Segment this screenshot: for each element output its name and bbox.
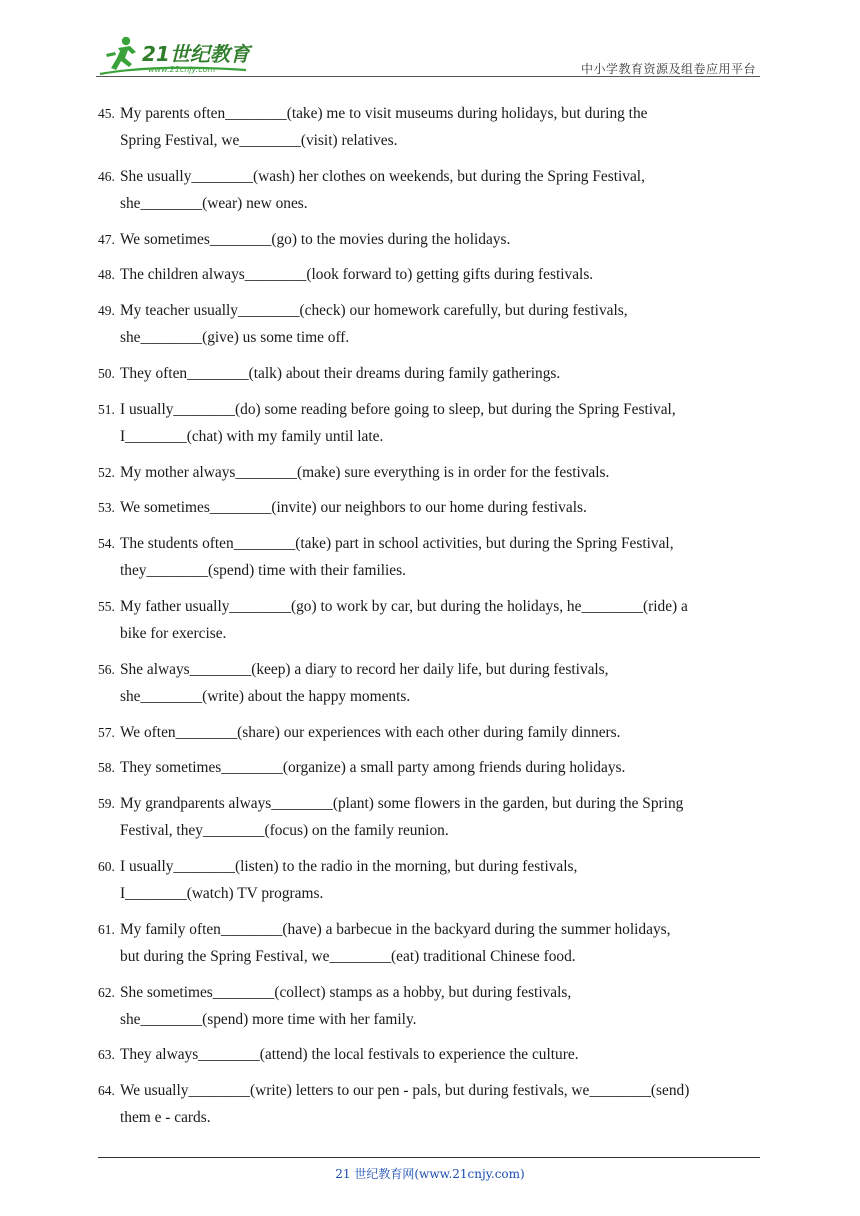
question-number: 60.: [98, 858, 115, 874]
question-item: [98, 226, 774, 253]
question-line: She sometimes________(collect) stamps as a hobby, but during festivals,: [120, 983, 572, 1001]
question-number: 50.: [98, 365, 115, 381]
footer-divider: [98, 1157, 760, 1158]
question-text: [120, 979, 774, 1033]
question-line: She usually________(wash) her clothes on weekends, but during the Spring Festival,: [120, 167, 645, 185]
question-number: 48.: [98, 267, 115, 283]
question-number: 54.: [98, 536, 115, 552]
question-line: she________(write) about the happy moments.: [120, 687, 411, 705]
question-number: 55.: [98, 598, 115, 614]
question-line: I usually________(do) some reading before going to sleep, but during the Spring Festival,: [120, 400, 676, 418]
question-number: 56.: [98, 661, 115, 677]
question-text: [120, 100, 774, 154]
header-divider: [96, 76, 760, 77]
question-item: [98, 916, 774, 970]
question-line: They sometimes________(organize) a small party among friends during holidays.: [120, 759, 626, 777]
question-list: [98, 100, 774, 1140]
question-line: Spring Festival, we________(visit) relatives.: [120, 132, 398, 149]
question-item: [98, 100, 774, 154]
question-text: [120, 790, 774, 844]
question-line: she________(spend) more time with her family.: [120, 1010, 417, 1028]
question-item: [98, 360, 774, 387]
question-line: Festival, they________(focus) on the family reunion.: [120, 822, 449, 840]
question-line: they________(spend) time with their families.: [120, 562, 406, 580]
question-line: My father usually________(go) to work by car, but during the holidays, he________(ride) a: [120, 597, 688, 615]
question-number: 61.: [98, 921, 115, 937]
question-text: [120, 261, 774, 288]
question-text: [120, 719, 774, 746]
question-text: [120, 1077, 774, 1131]
question-line: We sometimes________(go) to the movies during the holidays.: [120, 230, 511, 248]
question-text: [120, 1041, 774, 1068]
question-text: [120, 396, 774, 450]
question-line: They always________(attend) the local festivals to experience the culture.: [120, 1046, 579, 1064]
question-line: The children always________(look forward to) getting gifts during festivals.: [120, 266, 594, 284]
question-item: [98, 530, 774, 584]
question-item: [98, 719, 774, 746]
question-line: she________(give) us some time off.: [120, 329, 350, 347]
logo-url: www.21cnjy.com: [148, 65, 216, 74]
question-number: 47.: [98, 231, 115, 247]
question-text: [120, 297, 774, 351]
question-line: My parents often________(take) me to visit museums during holidays, but during the: [120, 105, 648, 122]
question-text: [120, 459, 774, 486]
question-line: I________(chat) with my family until late.: [120, 427, 384, 445]
site-logo: [96, 34, 266, 78]
question-text: [120, 360, 774, 387]
question-text: [120, 226, 774, 253]
question-line: We often________(share) our experiences with each other during family dinners.: [120, 723, 621, 741]
runner-icon: [106, 37, 136, 70]
question-text: [120, 916, 774, 970]
question-line: I usually________(listen) to the radio in the morning, but during festivals,: [120, 857, 578, 875]
question-item: [98, 790, 774, 844]
question-text: [120, 754, 774, 781]
question-line: She always________(keep) a diary to record her daily life, but during festivals,: [120, 660, 609, 678]
question-item: [98, 853, 774, 907]
question-item: [98, 1077, 774, 1131]
question-line: bike for exercise.: [120, 624, 227, 642]
question-line: My grandparents always________(plant) some flowers in the garden, but during the Spring: [120, 795, 684, 813]
question-number: 63.: [98, 1047, 115, 1063]
question-item: [98, 979, 774, 1033]
question-text: [120, 494, 774, 521]
question-number: 52.: [98, 464, 115, 480]
question-number: 62.: [98, 984, 115, 1000]
question-line: My family often________(have) a barbecue in the backyard during the summer holidays,: [120, 920, 671, 938]
question-line: My mother always________(make) sure everything is in order for the festivals.: [120, 463, 610, 481]
question-number: 64.: [98, 1083, 115, 1099]
question-line: They often________(talk) about their dreams during family gatherings.: [120, 364, 561, 382]
question-line: I________(watch) TV programs.: [120, 884, 324, 902]
question-text: [120, 853, 774, 907]
question-line: My teacher usually________(check) our homework carefully, but during festivals,: [120, 302, 628, 320]
question-line: We usually________(write) letters to our pen - pals, but during festivals, we________(send): [120, 1082, 690, 1100]
question-number: 53.: [98, 500, 115, 516]
question-number: 49.: [98, 303, 115, 319]
question-item: [98, 396, 774, 450]
question-line: she________(wear) new ones.: [120, 194, 308, 212]
question-number: 59.: [98, 796, 115, 812]
question-line: them e - cards.: [120, 1109, 211, 1127]
question-item: [98, 1041, 774, 1068]
question-item: [98, 754, 774, 781]
question-item: [98, 297, 774, 351]
page-header: [96, 34, 760, 78]
logo-brand: 21世纪教育: [142, 42, 250, 66]
header-platform-text: 中小学教育资源及组卷应用平台: [580, 62, 756, 76]
question-text: [120, 530, 774, 584]
question-line: The students often________(take) part in school activities, but during the Spring Festival,: [120, 535, 674, 553]
footer-text: 21 世纪教育网(www.21cnjy.com): [335, 1167, 525, 1181]
question-line: We sometimes________(invite) our neighbors to our home during festivals.: [120, 499, 587, 517]
question-line: but during the Spring Festival, we________(eat) traditional Chinese food.: [120, 947, 576, 965]
question-item: [98, 163, 774, 217]
question-text: [120, 593, 774, 647]
question-number: 46.: [98, 168, 115, 184]
question-text: [120, 656, 774, 710]
question-item: [98, 593, 774, 647]
question-number: 51.: [98, 401, 115, 417]
question-text: [120, 163, 774, 217]
question-item: [98, 656, 774, 710]
question-number: 58.: [98, 760, 115, 776]
question-item: [98, 261, 774, 288]
question-number: 57.: [98, 724, 115, 740]
question-number: 45.: [98, 106, 115, 121]
question-item: [98, 494, 774, 521]
question-item: [98, 459, 774, 486]
